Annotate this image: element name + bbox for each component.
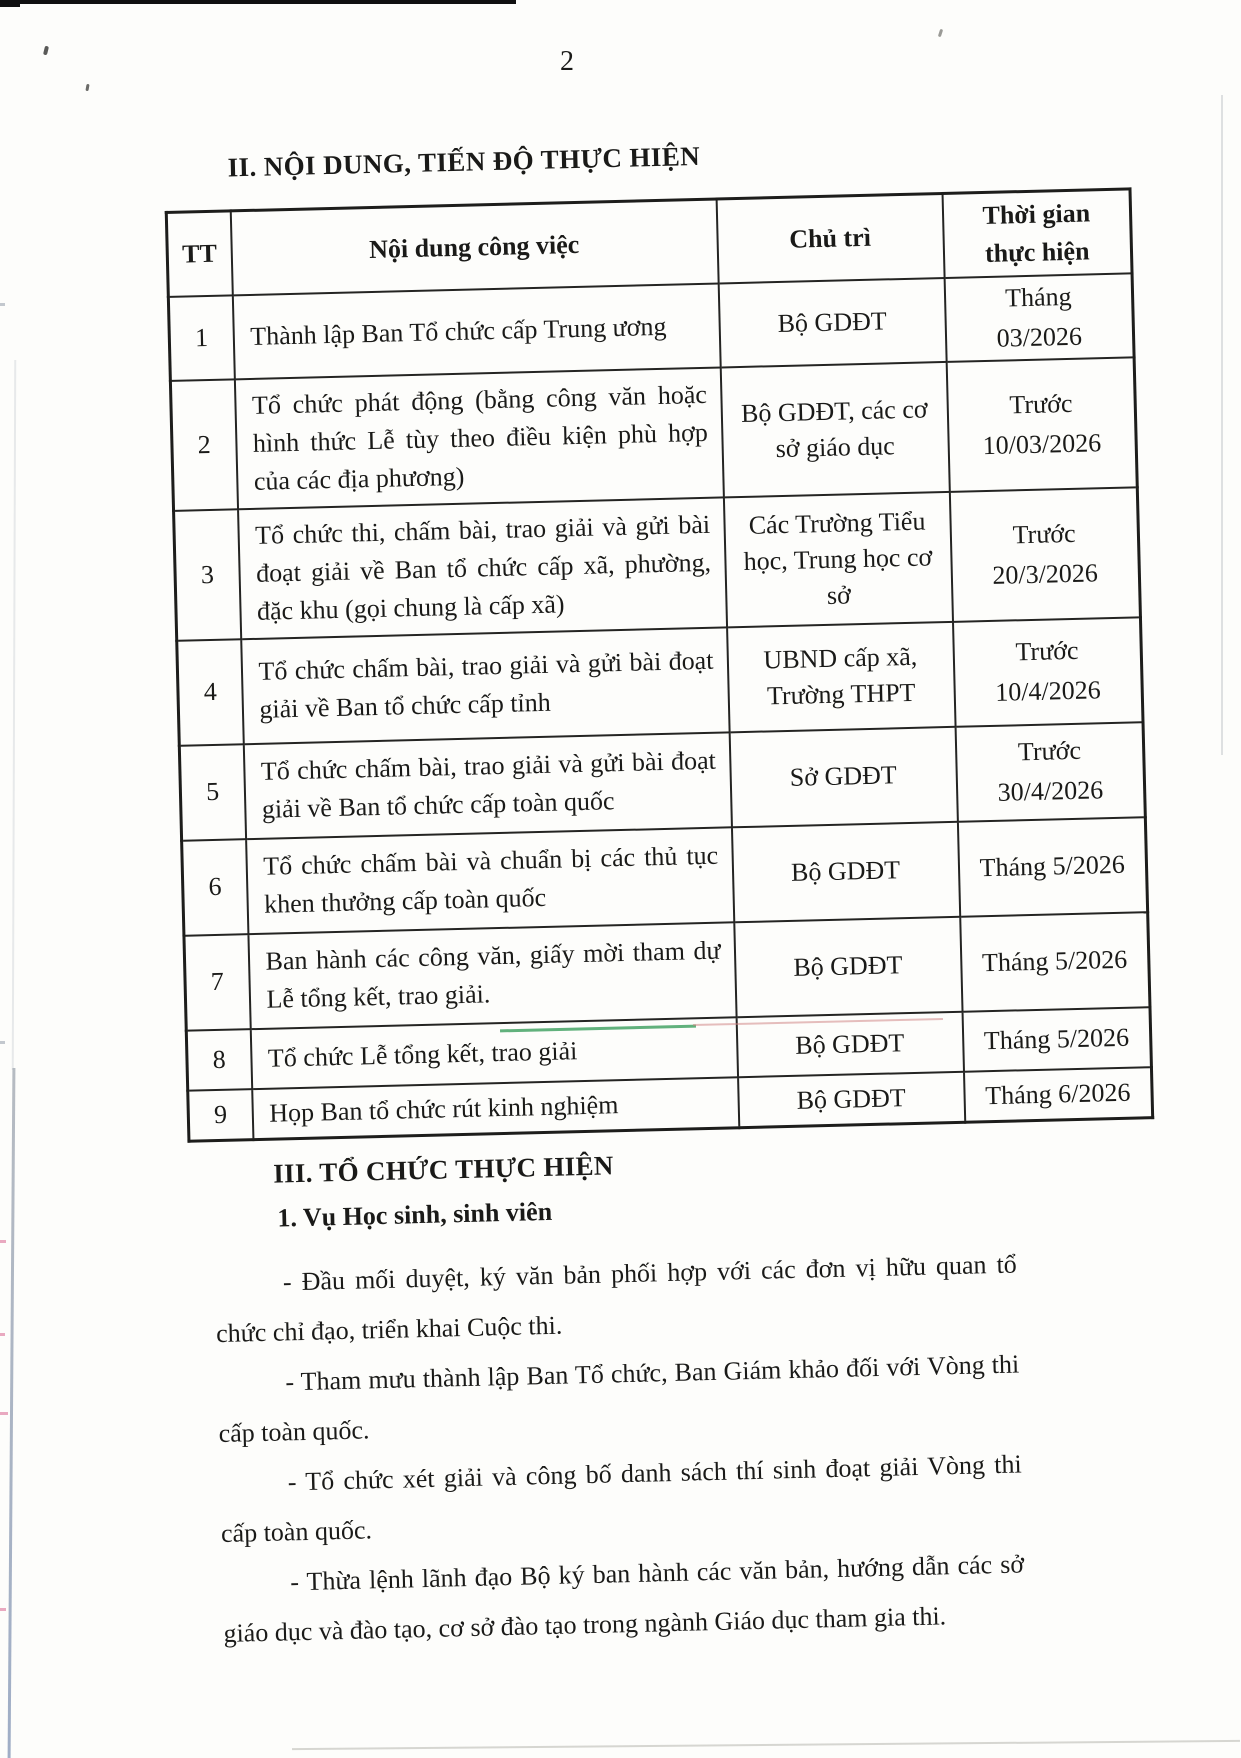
page-number: 2 [560, 46, 574, 77]
cell-time: Tháng 5/2026 [957, 817, 1147, 917]
scan-artifact-left-line [12, 360, 16, 1070]
scan-artifact-tick [0, 1041, 5, 1044]
cell-index: 2 [170, 379, 237, 511]
paragraph: - Đầu mối duyệt, ký văn bản phối hợp với các đơn vị hữu quan tổ chức chỉ đạo, triển khai Cuộc thi. [215, 1249, 1018, 1349]
document-content [163, 126, 1186, 1660]
cell-index: 1 [168, 295, 234, 381]
header-lead: Chủ trì [716, 194, 944, 283]
cell-time: Tháng 5/2026 [962, 1007, 1151, 1072]
cell-index: 5 [179, 744, 245, 841]
scan-artifact-left-line [8, 1068, 16, 1758]
cell-task: Tổ chức chấm bài và chuẩn bị các thủ tục khen thưởng cấp toàn quốc [246, 827, 734, 934]
scan-artifact-tick [0, 1333, 5, 1336]
header-task: Nội dung công việc [230, 199, 718, 295]
cell-task: Tổ chức thi, chấm bài, trao giải và gửi bài đoạt giải về Ban tổ chức cấp xã, phường, đặc khu (gọi chung là cấp xã) [238, 497, 727, 639]
cell-lead: Bộ GDĐT [718, 277, 946, 366]
cell-time: Trước 20/3/2026 [949, 487, 1140, 622]
cell-lead: Bộ GDĐT [736, 1011, 963, 1077]
cell-task: Tổ chức Lễ tổng kết, trao giải [250, 1017, 737, 1089]
cell-time: Trước 10/03/2026 [946, 357, 1137, 492]
cell-task: Tổ chức chấm bài, trao giải và gửi bài đoạt giải về Ban tổ chức cấp toàn quốc [243, 732, 731, 839]
paragraph: - Tổ chức xét giải và công bố danh sách thí sinh đoạt giải Vòng thi cấp toàn quốc. [220, 1449, 1022, 1549]
section-3-subheading: 1. Vụ Học sinh, sinh viên [277, 1196, 553, 1233]
table-row [170, 357, 1137, 511]
cell-lead: Bộ GDĐT [731, 821, 959, 921]
table-row [174, 487, 1141, 641]
scan-artifact-top-corner [0, 0, 20, 7]
section-3-heading: III. TỔ CHỨC THỰC HIỆN [272, 1150, 614, 1189]
cell-time: Tháng 5/2026 [960, 912, 1150, 1012]
cell-task: Tổ chức chấm bài, trao giải và gửi bài đoạt giải về Ban tổ chức cấp tỉnh [241, 627, 729, 744]
cell-time: Trước 10/4/2026 [952, 617, 1143, 727]
cell-index: 4 [177, 639, 244, 746]
header-tt: TT [166, 211, 232, 297]
scan-artifact-speck [43, 46, 49, 56]
cell-lead: UBND cấp xã, Trường THPT [727, 621, 955, 731]
cell-lead: Bộ GDĐT [734, 916, 962, 1016]
cell-time: Tháng 03/2026 [944, 273, 1134, 362]
cell-task: Ban hành các công văn, giấy mời tham dự Lễ tổng kết, trao giải. [248, 922, 736, 1029]
section-3-body [214, 1240, 1026, 1659]
paragraph: - Thừa lệnh lãnh đạo Bộ ký ban hành các văn bản, hướng dẫn các sở giáo dục và đào tạo, cơ sở đào tạo trong ngành Giáo dục tham gia thi. [223, 1549, 1025, 1648]
cell-task: Thành lập Ban Tổ chức cấp Trung ương [232, 283, 720, 379]
cell-index: 7 [184, 934, 250, 1031]
cell-lead: Sở GDĐT [729, 726, 957, 826]
cell-lead: Bộ GDĐT, các cơ sở giáo dục [720, 361, 949, 496]
paragraph: - Tham mưu thành lập Ban Tổ chức, Ban Giám khảo đối với Vòng thi cấp toàn quốc. [218, 1349, 1020, 1449]
cell-index: 3 [174, 509, 241, 641]
scan-artifact-tick [0, 303, 5, 306]
cell-lead: Các Trường Tiểu học, Trung học cơ sở [723, 491, 952, 626]
scan-artifact-speck [85, 84, 89, 91]
scan-artifact-tick [0, 1608, 6, 1611]
header-time: Thời gian thực hiện [942, 189, 1132, 278]
section-2-heading: II. NỘI DUNG, TIẾN ĐỘ THỰC HIỆN [227, 140, 701, 183]
cell-index: 6 [182, 839, 248, 936]
cell-index: 9 [188, 1089, 253, 1142]
cell-task: Tổ chức phát động (bằng công văn hoặc hình thức Lễ tùy theo điều kiện phù hợp của các địa phương) [234, 367, 723, 509]
scan-artifact-top-edge [0, 0, 516, 4]
cell-index: 8 [186, 1029, 251, 1091]
cell-task: Họp Ban tổ chức rút kinh nghiệm [252, 1077, 739, 1140]
scan-artifact-tick [0, 1240, 6, 1243]
cell-time: Trước 30/4/2026 [955, 722, 1145, 822]
cell-time: Tháng 6/2026 [963, 1067, 1152, 1123]
scan-artifact-tick [0, 1412, 8, 1415]
scan-artifact-paper-edge [1221, 95, 1223, 755]
cell-lead: Bộ GDĐT [738, 1071, 965, 1128]
schedule-table [165, 187, 1154, 1142]
scan-artifact-speck [938, 29, 943, 38]
scan-artifact-bottom-line [292, 1740, 1240, 1750]
